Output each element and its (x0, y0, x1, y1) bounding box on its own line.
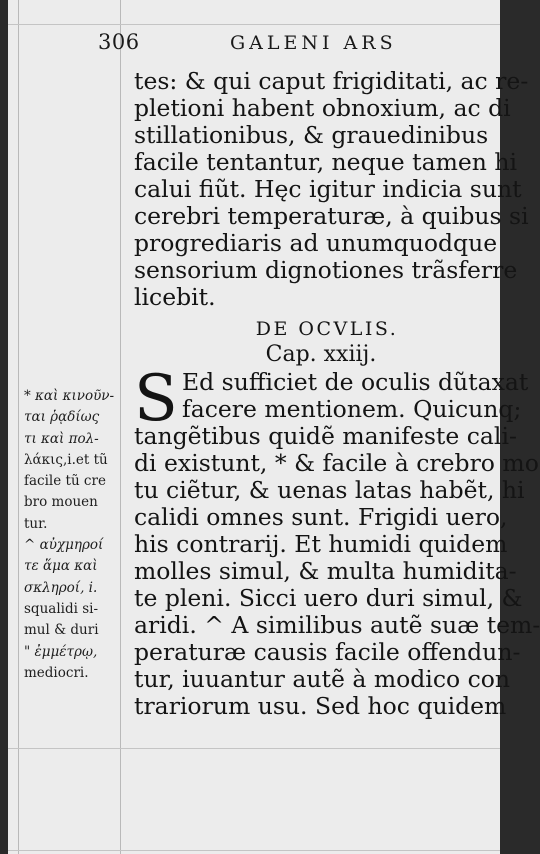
chapter-heading: Cap. xxiij. (265, 342, 377, 367)
margin-note-line: mediocri. (24, 664, 89, 681)
drop-cap: S (134, 362, 178, 436)
text-line: tu ciẽtur, & uenas latas habẽt, hi (134, 476, 525, 504)
page-number: 306 (98, 30, 140, 54)
margin-note-line: bro mouen (24, 494, 98, 511)
margin-note-line: λάκις,i.et tũ (24, 451, 108, 468)
text-line: cerebri temperaturæ, à quibus si (134, 202, 529, 230)
book-page (8, 0, 540, 854)
margin-note-line: * καὶ κινοῦν- (24, 388, 115, 404)
text-line: molles simul, & multa humidita- (134, 557, 517, 585)
margin-note-line: τε ἅμα καὶ (24, 558, 98, 575)
text-line: facile tentantur, neque tamen hi (134, 148, 518, 176)
page-rule-bottom (8, 748, 500, 749)
text-line: tangẽtibus quidẽ manifeste cali- (134, 422, 517, 450)
margin-note-line: squalidi si- (24, 600, 99, 617)
text-line: calidi omnes sunt. Frigidi uero, (134, 503, 508, 531)
margin-note-line: tur. (24, 515, 48, 532)
text-line: stillationibus, & grauedinibus (134, 121, 489, 149)
text-line: tes: & qui caput frigiditati, ac re- (134, 67, 529, 95)
text-line: sensorium dignotiones trãsferre (134, 256, 518, 284)
section-heading: DE OCVLIS. (255, 318, 399, 340)
margin-note-line: τι καὶ πολ- (24, 430, 99, 447)
page-rule-top (8, 24, 500, 25)
text-line: pletioni habent obnoxium, ac di (134, 94, 511, 122)
margin-note-line: ται ῥᾳδίως (24, 409, 100, 426)
page-rule-foot (8, 850, 500, 851)
text-line: calui fiũt. Hęc igitur indicia sunt (134, 175, 522, 203)
text-line: di existunt, * & facile à crebro mo (134, 449, 539, 477)
main-text-block (134, 67, 540, 720)
running-head: GALENI ARS (230, 32, 397, 54)
margin-note-line: facile tũ cre (24, 473, 106, 490)
margin-note-line: " ἐμμέτρῳ, (24, 643, 98, 660)
text-line: aridi. ^ A similibus autẽ suæ tem- (134, 611, 540, 639)
text-line: licebit. (134, 283, 216, 311)
text-line: te pleni. Sicci uero duri simul, & (134, 584, 523, 612)
margin-note-line: σκληροί, i. (24, 579, 98, 596)
page-rule-left (18, 0, 19, 854)
margin-note-line: ^ αὐχμηροί (24, 537, 104, 554)
marginal-notes (24, 386, 124, 684)
text-line: tur, iuuantur autẽ à modico con (134, 665, 511, 693)
text-line: his contrarij. Et humidi quidem (134, 530, 508, 558)
first-line-text: Ed sufficiet de oculis dũtaxat (182, 368, 529, 396)
text-line: facere mentionem. Quicunq; (182, 395, 522, 423)
text-line: trariorum usu. Sed hoc quidem (134, 692, 507, 720)
text-line: peraturæ causis facile offendun- (134, 638, 521, 666)
margin-note-line: mul & duri (24, 622, 99, 639)
text-line: progrediaris ad unumquodque (134, 229, 498, 257)
